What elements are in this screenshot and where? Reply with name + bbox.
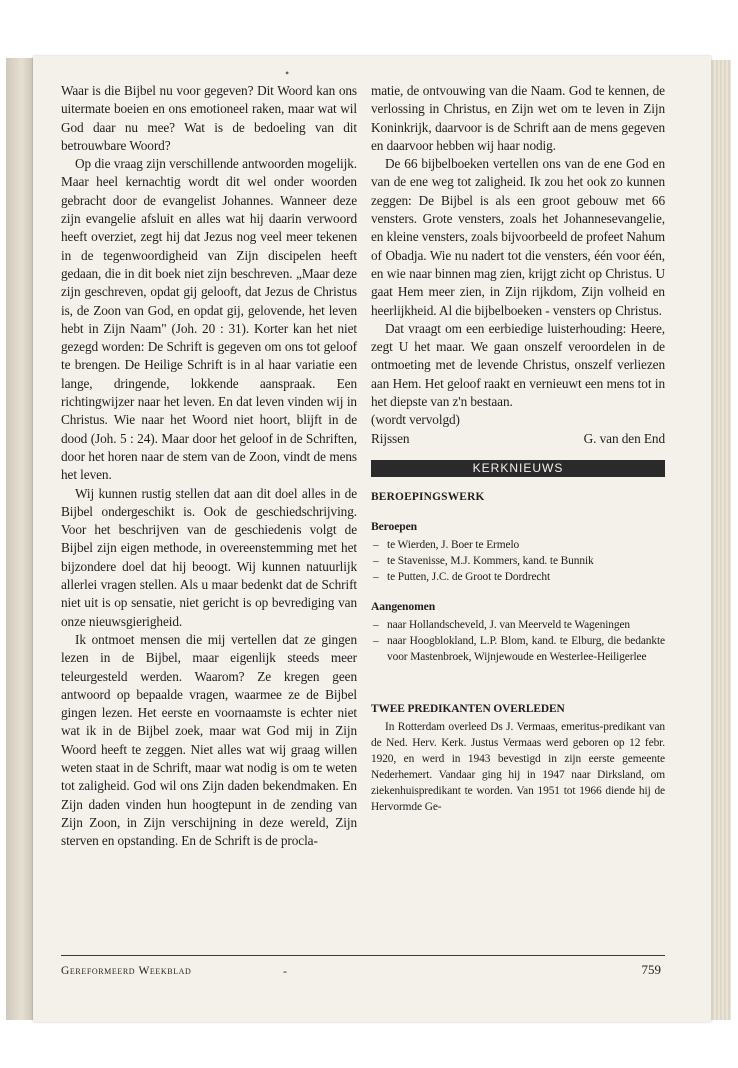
signature-author: G. van den End — [583, 430, 665, 446]
list-item: – te Putten, J.C. de Groot te Dordrecht — [371, 569, 665, 585]
page-number: 759 — [641, 962, 661, 977]
right-column — [371, 82, 665, 815]
aangenomen-list — [371, 617, 665, 665]
book-spine-edge — [6, 58, 35, 1020]
right-paragraph-1: matie, de ontvouwing van die Naam. God te kennen, de verlossing in Christus, en Zijn wet om te leven in Zijn Koninkrijk, daarvoor is de Schrift aan de mens gegeven en daarvoor hebben wij haar nodig. — [371, 83, 665, 153]
page-stack-edge — [709, 60, 731, 1020]
top-mark: • — [285, 66, 290, 80]
beroepingswerk-title: BEROEPINGSWERK — [371, 490, 485, 503]
right-paragraph-2: De 66 bijbelboeken vertellen ons van de ene God en van de ene weg tot zaligheid. Ik zou het ook zo kunnen zeggen: De Bijbel is als een groot gebouw met 66 vensters. Grote vensters, zoals het Johannesevangelie, en kleine vensters, zoals bijvoorbeeld de profeet Nahum of Obadja. Wie nu nadert tot die vensters, één voor één, en wie naar binnen mag zien, krijgt zicht op Christus. U gaat Hem meer zien, in Zijn rijkdom, Zijn volheid en heerlijkheid. Al die bijbelboeken - vensters op Christus. — [371, 156, 665, 318]
right-paragraph-3: Dat vraagt om een eerbiedige luisterhouding: Heere, zegt U het maar. We gaan onszelf veroordelen in de ontmoeting met de levende Christus, onszelf verliezen aan Hem. Het geloof raakt en vernieuwt een mens tot in het diepste van z'n bestaan. — [371, 320, 665, 410]
kerknieuws-section — [371, 489, 665, 815]
left-paragraph-1: Waar is die Bijbel nu voor gegeven? Dit Woord kan ons uitermate boeien en ons emotioneel raken, maar wat wil God daar nu mee? Wat is de bedoeling van dit betrouwbare Woord? — [61, 83, 357, 153]
overleden-text: In Rotterdam overleed Ds J. Vermaas, emeritus-predikant van de Ned. Herv. Kerk. Justus Vermaas werd geboren op 12 febr. 1920, en werd in 1943 bevestigd in zijn eerste gemeente Nederhemert. Vandaar ging hij in 1947 naar Dirksland, om ziekenhuispredikant te worden. Van 1951 tot 1966 diende hij de Hervormde Ge- — [371, 720, 665, 813]
signature-line — [371, 430, 665, 448]
kerknieuws-banner: KERKNIEUWS — [371, 460, 665, 477]
overleden-heading: TWEE PREDIKANTEN OVERLEDEN — [371, 702, 565, 715]
footer-dash: - — [283, 964, 287, 978]
left-paragraph-3: Wij kunnen rustig stellen dat aan dit doel alles in de Bijbel ondergeschikt is. Ook de geschiedschrijving. Voor het beschrijven van de geschiedenis volgt de Bijbel zijn eigen methode, in overeenstemming met het bijzondere doel dat hij beoogt. Wij kunnen natuurlijk allerlei vragen stellen. Als u maar bedenkt dat de Schrift niet uit is op sensatie, niet gericht is op bevrediging van onze nieuwsgierigheid. — [61, 485, 357, 629]
footer-publication: Gereformeerd Weekblad — [61, 965, 192, 977]
beroepen-heading: Beroepen — [371, 519, 417, 533]
beroepen-list — [371, 537, 665, 585]
continued-note: (wordt vervolgd) — [371, 412, 460, 428]
signature-place: Rijssen — [371, 430, 410, 446]
magazine-page — [33, 56, 711, 1022]
list-item: – naar Hollandscheveld, J. van Meerveld te Wageningen — [371, 617, 665, 633]
list-item: – te Wierden, J. Boer te Ermelo — [371, 537, 665, 553]
aangenomen-heading: Aangenomen — [371, 599, 436, 613]
left-column — [61, 82, 357, 850]
left-paragraph-2: Op die vraag zijn verschillende antwoorden mogelijk. Maar heel kernachtig wordt dit wel onder woorden gebracht door de evangelist Johannes. Wanneer deze zijn evangelie afsluit en alles wat hij daarin verwoord heeft overziet, zegt hij dat Jezus nog veel meer tekenen in de tegenwoordigheid van Zijn discipelen heeft gedaan, die in dit boek niet zijn beschreven. „Maar deze zijn geschreven, opdat gij gelooft, dat Jezus de Christus is, de Zoon van God, en opdat gij, gelovende, het leven hebt in Zijn Naam" (Joh. 20 : 31). Korter kan het niet gezegd worden: De Schrift is gegeven om ons tot geloof te brengen. De Heilige Schrift is in al haar variatie een lange, dringende, lokkende aanspraak. Een richtingwijzer naar het leven. En dat leven vinden wij in Christus. Wie naar het Woord niet hoort, blijft in de dood (Joh. 5 : 24). Maar door het geloof in de Schriften, door het horen naar de stem van de Zoon, vindt de mens het leven. — [61, 156, 357, 483]
left-paragraph-4: Ik ontmoet mensen die mij vertellen dat ze gingen lezen in de Bijbel, maar eigenlijk steeds meer teleurgesteld werden. Waarom? Ze kregen geen antwoord op bepaalde vragen, waarmee ze de Bijbel gingen lezen. Het eerste en voornaamste is echter niet wat ik in de Bijbel zoek, maar wat God mij in Zijn Woord heeft te zeggen. Niet alles wat wij graag willen weten staat in de Schrift, maar wat nodig is om te weten tot zaligheid. God wil ons Zijn daden bekendmaken. En Zijn daden vinden hun hoogtepunt in de zending van Zijn Zoon, in Zijn verschijning in deze wereld, Zijn sterven en opstanding. En de Schrift is de procla- — [61, 631, 357, 849]
list-item: – naar Hoogblokland, L.P. Blom, kand. te Elburg, die bedankte voor Mastenbroek, Wijnjewoude en Westerlee-Heiligerlee — [371, 633, 665, 665]
footer-divider — [61, 955, 665, 956]
list-item: – te Stavenisse, M.J. Kommers, kand. te Bunnik — [371, 553, 665, 569]
